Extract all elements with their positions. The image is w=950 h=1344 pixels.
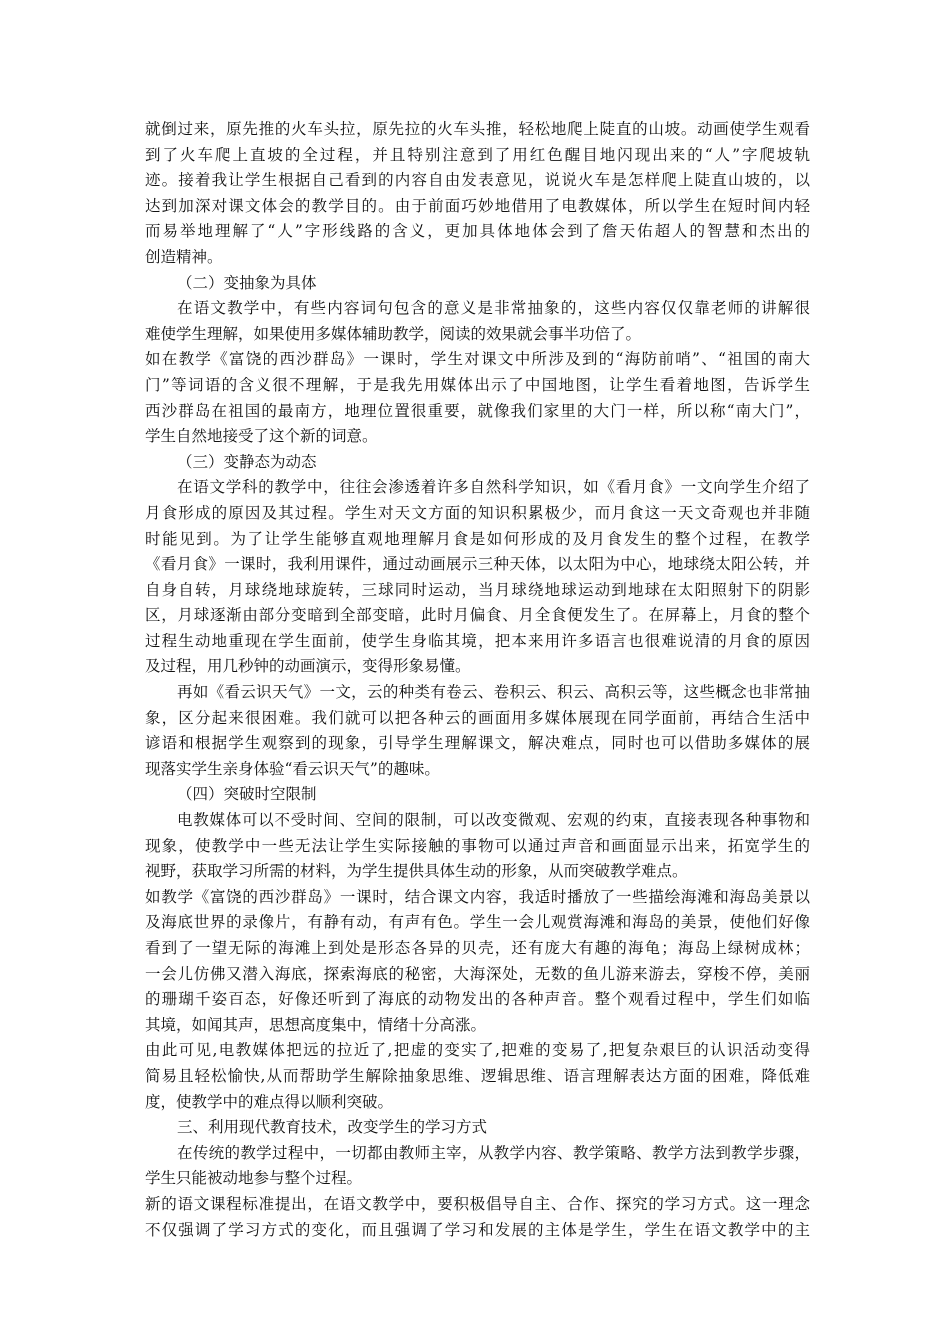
text-line: 在语文教学中，有些内容词句包含的意义是非常抽象的，这些内容仅仅靠老师的讲解很	[177, 299, 810, 318]
text-line: 由此可见,电教媒体把远的拉近了,把虚的变实了,把难的变易了,把复杂艰巨的认识活动变得	[145, 1041, 810, 1060]
text-line: 学生只能被动地参与整个过程。	[145, 1169, 363, 1188]
text-line: 过程生动地重现在学生面前，使学生身临其境，把本来用许多语言也很难说清的月食的原因	[145, 631, 810, 650]
text-line: 简易且轻松愉快,从而帮助学生解除抽象思维、逻辑思维、语言理解表达方面的困难，降低难	[145, 1066, 810, 1085]
text-line: 如教学《富饶的西沙群岛》一课时，结合课文内容，我适时播放了一些描绘海滩和海岛美景以	[145, 887, 810, 906]
text-line: 三、利用现代教育技术，改变学生的学习方式	[177, 1118, 488, 1137]
text-line: （二）变抽象为具体	[177, 273, 317, 292]
text-line: 不仅强调了学习方式的变化，而且强调了学习和发展的主体是学生，学生在语文教学中的主	[145, 1220, 810, 1239]
text-line: 及过程，用几秒钟的动画演示，变得形象易懂。	[145, 657, 471, 676]
text-line: 西沙群岛在祖国的最南方，地理位置很重要，就像我们家里的大门一样，所以称“南大门”，	[145, 401, 810, 420]
text-line: 迹。接着我让学生根据自己看到的内容自由发表意见，说说火车是怎样爬上陡直山坡的，以	[145, 171, 810, 190]
document-body	[145, 117, 810, 1243]
text-line: 区，月球逐渐由部分变暗到全部变暗，此时月偏食、月全食便发生了。在屏幕上，月食的整个	[145, 606, 810, 625]
text-line: 及海底世界的录像片，有静有动，有声有色。学生一会儿观赏海滩和海岛的美景，使他们好像	[145, 913, 810, 932]
text-line: 在语文学科的教学中，往往会渗透着许多自然科学知识，如《看月食》一文向学生介绍了	[177, 478, 810, 497]
text-line: 时能见到。为了让学生能够直观地理解月食是如何形成的及月食发生的整个过程，在教学	[145, 529, 810, 548]
text-line: 而易举地理解了“人”字形线路的含义，更加具体地体会到了詹天佑超人的智慧和杰出的	[145, 222, 810, 241]
text-line: （三）变静态为动态	[177, 452, 317, 471]
text-line: 门”等词语的含义很不理解，于是我先用媒体出示了中国地图，让学生看着地图，告诉学生	[145, 375, 810, 394]
text-line: 谚语和根据学生观察到的现象，引导学生理解课文，解决难点，同时也可以借助多媒体的展	[145, 734, 810, 753]
text-line: 《看月食》一课时，我利用课件，通过动画展示三种天体，以太阳为中心，地球绕太阳公转，并	[145, 555, 810, 574]
text-line: 自身自转，月球绕地球旋转，三球同时运动，当月球绕地球运动到地球在太阳照射下的阴影	[145, 580, 810, 599]
text-line: 月食形成的原因及其过程。学生对天文方面的知识积累极少，而月食这一天文奇观也并非随	[145, 503, 810, 522]
text-line: 看到了一望无际的海滩上到处是形态各异的贝壳，还有庞大有趣的海龟；海岛上绿树成林；	[145, 939, 810, 957]
text-line: 难使学生理解，如果使用多媒体辅助教学，阅读的效果就会事半功倍了。	[145, 324, 642, 343]
text-line: 一会儿仿佛又潜入海底，探索海底的秘密，大海深处，无数的鱼儿游来游去，穿梭不停，美丽	[145, 964, 810, 983]
text-line: 如在教学《富饶的西沙群岛》一课时，学生对课文中所涉及到的“海防前哨”、“祖国的南大	[145, 350, 810, 369]
text-line: 现象，使教学中一些无法让学生实际接触的事物可以通过声音和画面显示出来，拓宽学生的	[145, 836, 810, 855]
text-line: （四）突破时空限制	[177, 785, 317, 804]
text-line: 就倒过来，原先推的火车头拉，原先拉的火车头推，轻松地爬上陡直的山坡。动画使学生观看	[145, 120, 810, 138]
text-line: 视野，获取学习所需的材料，为学生提供具体生动的形象，从而突破教学难点。	[145, 862, 688, 881]
text-line: 度，使教学中的难点得以顺利突破。	[145, 1092, 394, 1111]
text-line: 达到加深对课文体会的教学目的。由于前面巧妙地借用了电教媒体，所以学生在短时间内轻	[145, 196, 810, 215]
text-line: 电教媒体可以不受时间、空间的限制，可以改变微观、宏观的约束，直接表现各种事物和	[177, 811, 810, 830]
text-line: 其境，如闻其声，思想高度集中，情绪十分高涨。	[145, 1015, 487, 1034]
text-line: 象，区分起来很困难。我们就可以把各种云的画面用多媒体展现在同学面前，再结合生活中	[145, 708, 810, 727]
text-line: 创造精神。	[145, 247, 223, 266]
text-line: 学生自然地接受了这个新的词意。	[145, 427, 378, 446]
text-line: 现落实学生亲身体验“看云识天气”的趣味。	[145, 759, 440, 778]
text-line: 新的语文课程标准提出，在语文教学中，要积极倡导自主、合作、探究的学习方式。这一理念	[145, 1194, 810, 1213]
text-line: 的珊瑚千姿百态，好像还听到了海底的动物发出的各种声音。整个观看过程中，学生们如临	[145, 990, 810, 1009]
text-line: 再如《看云识天气》一文，云的种类有卷云、卷积云、积云、高积云等，这些概念也非常抽	[177, 683, 810, 702]
text-line: 到了火车爬上直坡的全过程，并且特别注意到了用红色醒目地闪现出来的“人”字爬坡轨	[145, 145, 810, 164]
text-line: 在传统的教学过程中，一切都由教师主宰，从教学内容、教学策略、教学方法到教学步骤，	[177, 1143, 810, 1162]
